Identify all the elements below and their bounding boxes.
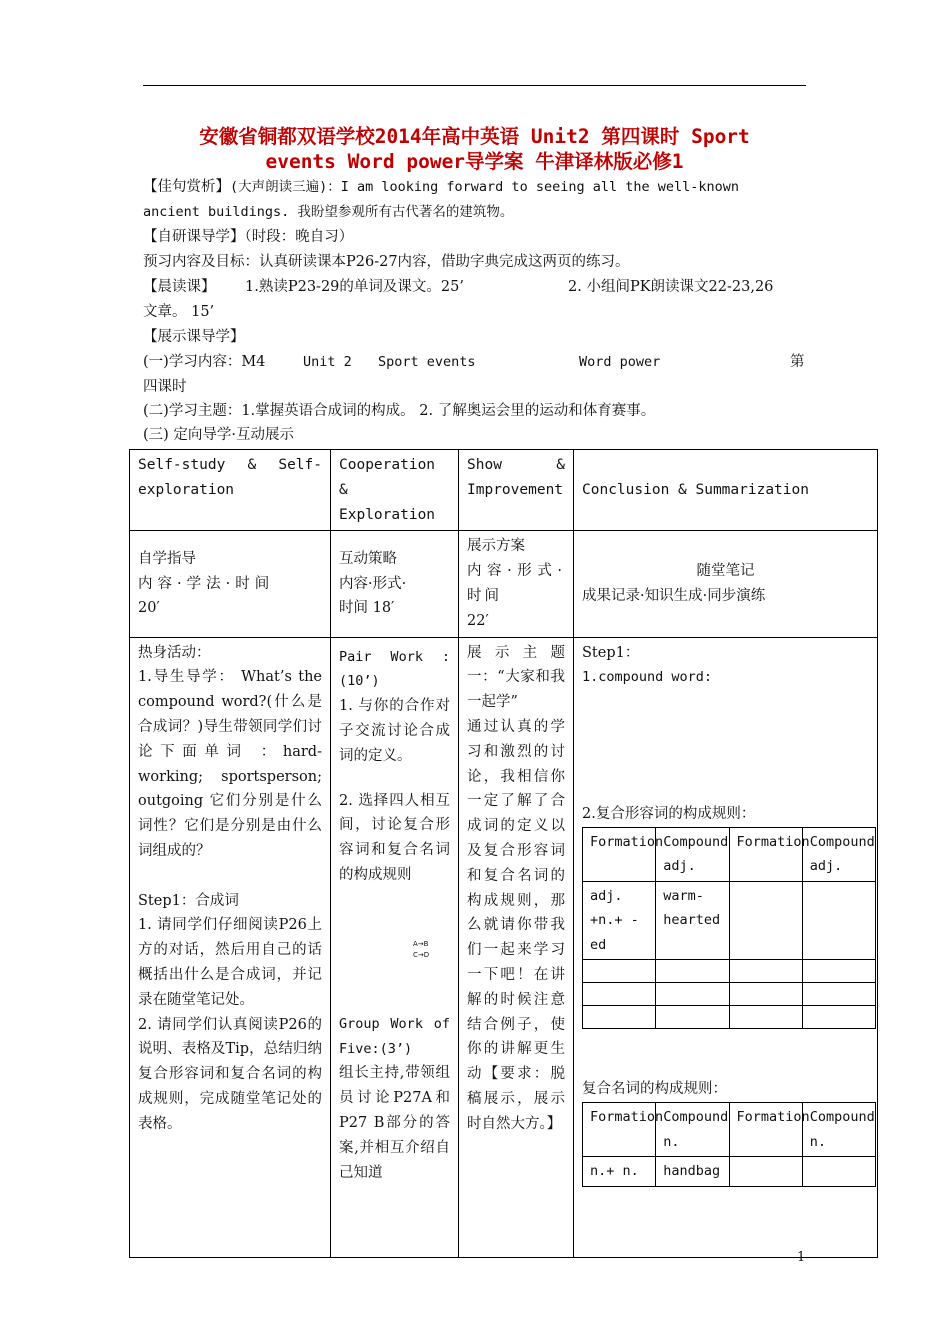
morning-label: 【晨读课】 <box>143 279 216 295</box>
c3-time: 22′ <box>467 612 489 629</box>
c3-title: 展示方案 <box>467 538 525 555</box>
pair-work-title: Pair Work :(10’) <box>339 648 450 690</box>
noun-rule-label: 复合名词的构成规则： <box>582 1081 727 1098</box>
c4-sub: 成果记录·知识生成·同步演练 <box>582 587 766 604</box>
c2-time: 时间 18′ <box>339 600 395 617</box>
c1-sub: 内容·学法·时间 <box>138 575 275 592</box>
adj-r1c2: warm-hearted <box>656 881 729 960</box>
noun-table-row1 <box>583 1157 876 1187</box>
page-number: 1 <box>797 1250 806 1265</box>
noun-rule-table <box>582 1102 876 1187</box>
header-conclusion: Conclusion & Summarization <box>574 450 878 531</box>
header-show: Show & Improvement <box>459 450 574 531</box>
adj-rule-label: 2.复合形容词的构成规则： <box>582 806 756 823</box>
adj-table-header <box>583 827 876 881</box>
noun-r1c4 <box>802 1157 875 1187</box>
c1-time: 20′ <box>138 600 160 617</box>
c2-title: 互动策略 <box>339 550 397 567</box>
adj-r1c3 <box>729 881 802 960</box>
adj-table-row4 <box>583 1006 876 1029</box>
content-b: Unit 2 <box>303 354 352 370</box>
group-work-text: 组长主持,带领组员讨论P27A和P27 B部分的答案,并相互介绍自己知道 <box>339 1065 450 1181</box>
section3-line: (三) 定向导学·互动展示 <box>143 427 295 443</box>
morning-line <box>143 275 806 299</box>
notes-step: Step1： <box>582 644 640 661</box>
noun-h3: Formation <box>729 1103 802 1157</box>
group-work-title: Group Work of Five:(3’) <box>339 1015 450 1057</box>
strategy-row <box>130 531 878 637</box>
adj-table-row2 <box>583 960 876 983</box>
header-cooperation: Cooperation & Exploration <box>331 450 459 531</box>
strategy-c4 <box>574 531 878 637</box>
content-a: (一)学习内容：M4 <box>143 354 266 370</box>
content-c: Sport events <box>378 354 476 370</box>
warmup-text: 1.导生导学： What’s the compound word?(什么是合成词？)导生带领同学们讨论下面单词 ：hard-working; sportsperson; outgoing 它们分别是什么词性？它们是分别是由什么词组成的？ <box>138 669 322 859</box>
preview-line: 预习内容及目标：认真研读课本P26-27内容，借助字典完成这两页的练习。 <box>143 254 630 270</box>
pair-work-2: 2. 选择四人相互间，讨论复合形容词和复合名词的构成规则 <box>339 792 450 883</box>
noun-r1c2: handbag <box>656 1157 729 1187</box>
adj-table-row1 <box>583 881 876 960</box>
self-study-line <box>143 225 806 249</box>
quote-text2: ancient buildings. 我盼望参观所有古代著名的建筑物。 <box>143 204 514 220</box>
content-line2: 四课时 <box>143 379 187 395</box>
step1-item2: 2. 请同学们认真阅读P26的说明、表格及Tip，总结归纳复合形容词和复合名词的构成规则，完成随堂笔记处的表格。 <box>138 1016 322 1132</box>
adj-table-row3 <box>583 983 876 1006</box>
show-requirement: 【要求：脱稿展示，展示时自然大方。】 <box>467 1066 566 1132</box>
show-text <box>467 715 565 1137</box>
content-e: 第 <box>790 354 805 370</box>
adj-h2: Compound adj. <box>656 827 729 881</box>
content-row <box>130 637 878 1257</box>
quote-text1: (大声朗读三遍)：I am looking forward to seeing all the well-known <box>230 179 740 195</box>
c2-sub: 内容·形式· <box>339 575 407 592</box>
notes-compound-word: 1.compound word: <box>582 669 713 686</box>
show-label: 【展示课导学】 <box>143 329 245 345</box>
adj-h3: Formation <box>729 827 802 881</box>
page-title-line1: 安徽省铜都双语学校2014年高中英语 Unit2 第四课时 Sport <box>199 125 750 148</box>
quote-line1 <box>143 175 806 199</box>
pair-work-1: 1. 与你的合作对子交流讨论合成词的定义。 <box>339 698 450 764</box>
noun-r1c3 <box>729 1157 802 1187</box>
header-row <box>130 450 878 531</box>
step1-title: Step1：合成词 <box>138 892 239 909</box>
quote-label: 【佳句赏析】 <box>143 179 230 195</box>
show-theme: 展示主题一：“大家和我一起学” <box>467 644 565 711</box>
adj-rule-table <box>582 827 876 1030</box>
noun-h1: Formation <box>583 1103 656 1157</box>
warmup-title: 热身活动： <box>138 644 211 661</box>
guide-table <box>129 449 878 1258</box>
adj-r1c1: adj. +n.+ -ed <box>583 881 656 960</box>
theme-line: (二)学习主题：1.掌握英语合成词的构成。 2. 了解奥运会里的运动和体育赛事。 <box>143 403 656 419</box>
self-study-cell <box>130 637 331 1257</box>
strategy-c3 <box>459 531 574 637</box>
strategy-c2 <box>331 531 459 637</box>
c1-title: 自学指导 <box>138 550 196 567</box>
show-body: 通过认真的学习和激烈的讨论，我相信你一定了解了合成词的定义以及复合形容词和复合名词的构成规则，那么就请你带我们一起来学习一下吧！在讲解的时候注意结合例子，使你的讲解更生动 <box>467 718 565 1083</box>
noun-h2: Compound n. <box>656 1103 729 1157</box>
notes-cell <box>574 637 878 1257</box>
c3-sub: 内容·形式·时间 <box>467 563 565 604</box>
noun-table-header <box>583 1103 876 1157</box>
adj-h4: Compound adj. <box>802 827 875 881</box>
content-d: Word power <box>579 354 661 370</box>
content-line <box>143 350 806 374</box>
show-cell <box>459 637 574 1257</box>
page-title-line2: events Word power导学案 牛津译林版必修1 <box>265 150 684 173</box>
morning-item-1: 1.熟读P23-29的单词及课文。25’ <box>245 279 464 295</box>
morning-item-2: 2. 小组间PK朗读课文22-23,26 <box>568 279 774 295</box>
self-study-text: （时段：晚自习） <box>244 229 354 245</box>
adj-r1c4 <box>802 881 875 960</box>
cd-label: C→D <box>413 950 430 959</box>
noun-h4: Compound n. <box>802 1103 875 1157</box>
cooperation-cell <box>331 637 459 1257</box>
adj-h1: Formation <box>583 827 656 881</box>
noun-r1c1: n.+ n. <box>583 1157 656 1187</box>
header-self-study: Self-study & Self-exploration <box>130 450 331 531</box>
top-rule <box>143 85 806 86</box>
c4-title: 随堂笔记 <box>696 563 755 580</box>
ab-label: A→B <box>413 939 429 948</box>
strategy-c1 <box>130 531 331 637</box>
self-study-label: 【自研课导学】 <box>143 229 245 245</box>
quote-line2 <box>143 200 806 224</box>
morning-line2: 文章。 15’ <box>143 304 215 320</box>
step1-item1: 1. 请同学们仔细阅读P26上方的对话，然后用自己的话概括出什么是合成词，并记录在随堂笔记处。 <box>138 917 322 1008</box>
